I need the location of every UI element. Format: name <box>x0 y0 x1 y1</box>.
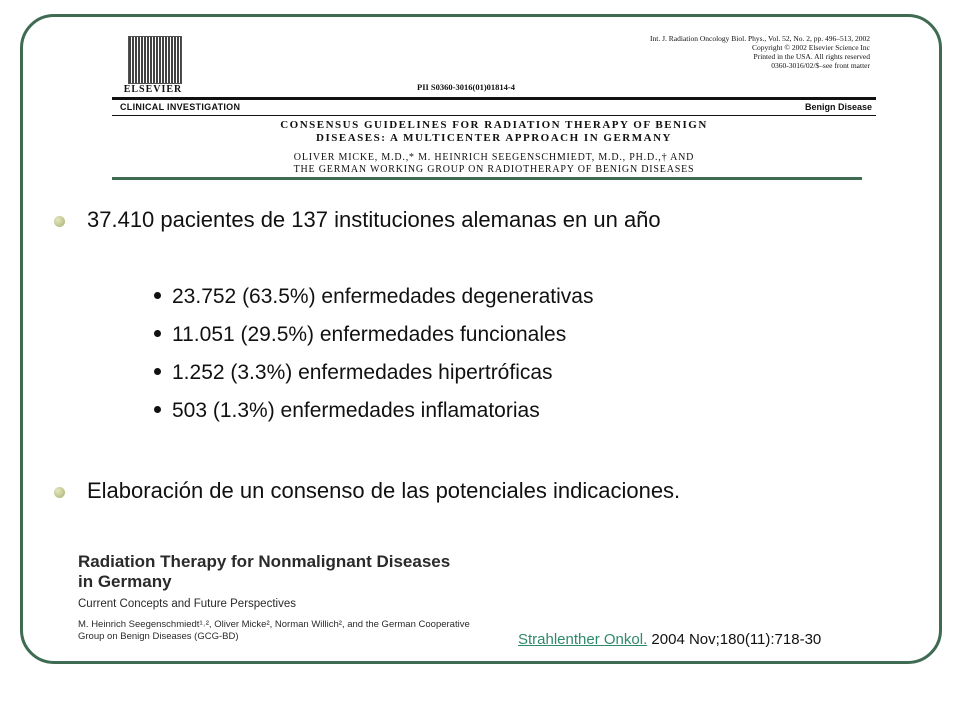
section-category: Benign Disease <box>804 102 872 112</box>
paper2-title <box>78 552 480 592</box>
elsevier-tree-icon <box>128 36 182 84</box>
paper-header-image <box>112 22 876 180</box>
journal-link[interactable]: Strahlenther Onkol. <box>518 631 648 648</box>
sub-bullet-1: 23.752 (63.5%) enfermedades degenerativas <box>172 285 594 308</box>
paper-title-line: DISEASES: A MULTICENTER APPROACH IN GERMANY <box>316 132 672 144</box>
paper2-authors <box>78 619 480 643</box>
journal-line: Copyright © 2002 Elsevier Science Inc <box>752 43 870 52</box>
paper-authors-line: THE GERMAN WORKING GROUP ON RADIOTHERAPY OF BENIGN DISEASES <box>293 164 695 175</box>
paper-title <box>112 119 876 145</box>
section-rule <box>112 115 876 116</box>
sub-bullet-dot <box>154 368 161 375</box>
paper2-authors-line: M. Heinrich Seegenschmiedt¹˒², Oliver Micke², Norman Willich², and the German Cooperative <box>78 619 470 630</box>
sub-bullet-dot <box>154 330 161 337</box>
sub-bullet-dot <box>154 406 161 413</box>
citation <box>518 631 821 648</box>
journal-info <box>540 34 870 70</box>
section-label: CLINICAL INVESTIGATION <box>120 102 241 112</box>
sub-bullet-4: 503 (1.3%) enfermedades inflamatorias <box>172 399 540 422</box>
bullet-main-1: 37.410 pacientes de 137 instituciones alemanas en un año <box>87 207 661 232</box>
bullet-dot <box>54 487 65 498</box>
paper-authors-line: OLIVER MICKE, M.D.,* M. HEINRICH SEEGENSCHMIEDT, M.D., PH.D.,† AND <box>293 152 695 163</box>
paper2-authors-line: Group on Benign Diseases (GCG-BD) <box>78 631 239 642</box>
sub-bullet-3: 1.252 (3.3%) enfermedades hipertróficas <box>172 361 553 384</box>
paper2-title-line: Radiation Therapy for Nonmalignant Diseases <box>78 552 451 571</box>
title-divider <box>112 177 862 180</box>
publisher-name: ELSEVIER <box>123 84 183 95</box>
paper-title-line: CONSENSUS GUIDELINES FOR RADIATION THERAPY OF BENIGN <box>280 119 708 131</box>
bullet-main-2: Elaboración de un consenso de las potenciales indicaciones. <box>87 478 681 503</box>
paper2-header-image <box>78 552 480 658</box>
sub-bullet-2: 11.051 (29.5%) enfermedades funcionales <box>172 323 567 346</box>
sub-bullet-dot <box>154 292 161 299</box>
journal-line: 0360-3016/02/$–see front matter <box>771 61 870 70</box>
header-rule <box>112 97 876 100</box>
citation-details: 2004 Nov;180(11):718-30 <box>647 631 822 648</box>
journal-line: Int. J. Radiation Oncology Biol. Phys., Vol. 52, No. 2, pp. 496–513, 2002 <box>650 34 870 43</box>
paper2-title-line: in Germany <box>78 572 172 591</box>
paper-authors <box>112 152 876 176</box>
bullet-dot <box>54 216 65 227</box>
pii-code: PII S0360-3016(01)01814-4 <box>417 82 515 92</box>
elsevier-logo <box>118 36 188 96</box>
journal-line: Printed in the USA. All rights reserved <box>753 52 870 61</box>
paper2-subtitle: Current Concepts and Future Perspectives <box>78 598 296 610</box>
